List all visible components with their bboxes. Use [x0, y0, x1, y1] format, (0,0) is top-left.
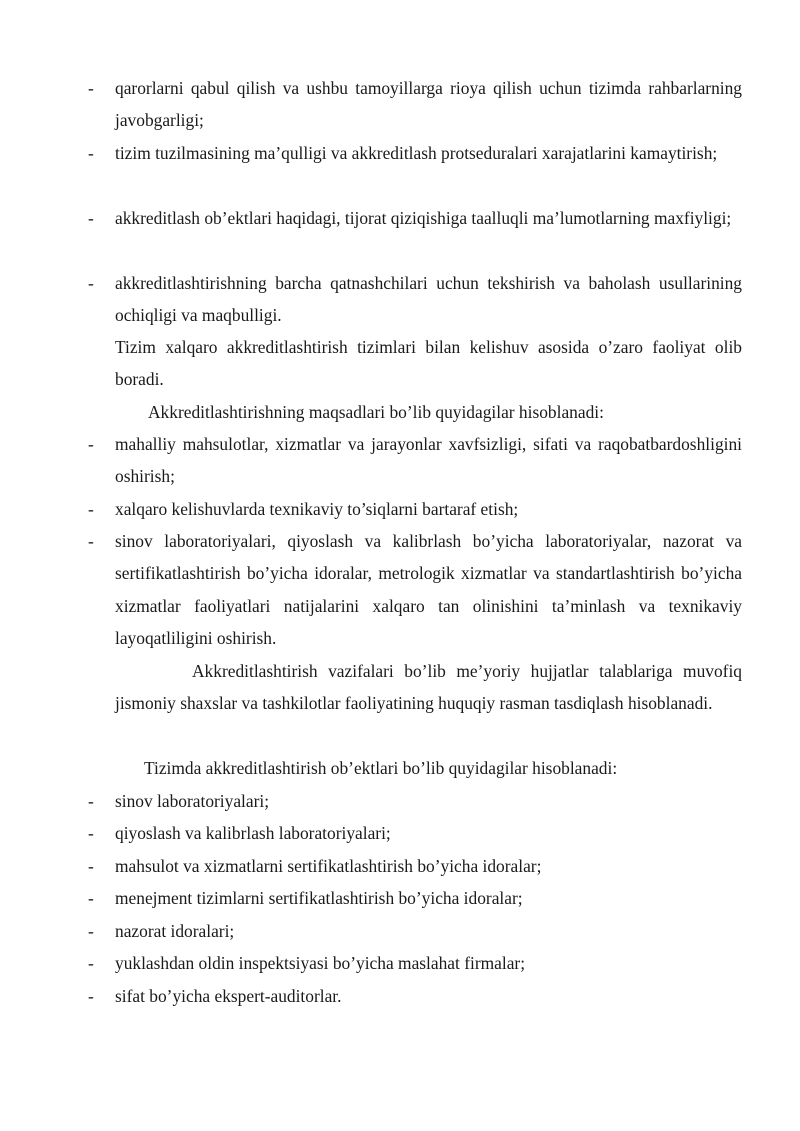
list-dash: -: [88, 499, 94, 519]
list-item-text: sinov laboratoriyalari, qiyoslash va kalibrlash bo’yicha laboratoriyalar, nazorat va sertifikatlashtirish bo’yicha idoralar, metrologik xizmatlar va standartlashtirish bo’yicha xizmatlar faoliyatlari natijalarini xalqaro tan olinishini ta’minlash va texnikaviy layoqatliligini oshirish.: [115, 531, 742, 649]
list-item-text: nazorat idoralari;: [115, 921, 235, 941]
list-dash: -: [88, 78, 94, 98]
list-dash: -: [88, 273, 94, 293]
list-item-text: sinov laboratoriyalari;: [115, 791, 270, 811]
list-item: [88, 202, 742, 234]
list-dash: -: [88, 823, 94, 843]
list-item: [88, 850, 742, 882]
list-dash: -: [88, 531, 94, 551]
list-item-text: tizim tuzilmasining ma’qulligi va akkreditlash protseduralari xarajatlarini kamaytirish;: [115, 143, 718, 163]
paragraph: Tizim xalqaro akkreditlashtirish tizimlari bilan kelishuv asosida o’zaro faoliyat olib boradi.: [115, 337, 742, 390]
list-item-text: xalqaro kelishuvlarda texnikaviy to’siqlarni bartaraf etish;: [115, 499, 519, 519]
section-heading: Tizimda akkreditlashtirish ob’ektlari bo’lib quyidagilar hisoblanadi:: [144, 758, 618, 778]
section-heading: Akkreditlashtirishning maqsadlari bo’lib quyidagilar hisoblanadi:: [148, 402, 604, 422]
paragraph: [115, 655, 742, 720]
list-item-text: akkreditlash ob’ektlari haqidagi, tijorat qiziqishiga taalluqli ma’lumotlarning maxfiyligi;: [115, 208, 732, 228]
list-dash: -: [88, 888, 94, 908]
list-item: [88, 980, 742, 1012]
list-item: [88, 493, 742, 525]
list-dash: -: [88, 208, 94, 228]
list-item-text: akkreditlashtirishning barcha qatnashchilari uchun tekshirish va baholash usullarining ochiqligi va maqbulligi.: [115, 273, 742, 326]
list-dash: -: [88, 434, 94, 454]
list-item: [88, 915, 742, 947]
list-item: [88, 137, 742, 169]
list-item: [88, 525, 742, 655]
list-dash: -: [88, 143, 94, 163]
list-item: [88, 72, 742, 137]
list-item: [88, 817, 742, 849]
list-item-text: mahsulot va xizmatlarni sertifikatlashtirish bo’yicha idoralar;: [115, 856, 542, 876]
list-dash: -: [88, 921, 94, 941]
list-item: [88, 267, 742, 332]
list-item: [88, 882, 742, 914]
list-item-text: qiyoslash va kalibrlash laboratoriyalari;: [115, 823, 391, 843]
list-dash: -: [88, 856, 94, 876]
list-dash: -: [88, 791, 94, 811]
list-item-text: sifat bo’yicha ekspert-auditorlar.: [115, 986, 342, 1006]
list-item-text: qarorlarni qabul qilish va ushbu tamoyillarga rioya qilish uchun tizimda rahbarlarning javobgarligi;: [115, 78, 742, 131]
list-item: [88, 947, 742, 979]
list-item: [88, 428, 742, 493]
paragraph-text: Akkreditlashtirish vazifalari bo’lib me’yoriy hujjatlar talablariga muvofiq jismoniy shaxslar va tashkilotlar faoliyatining huquqiy rasman tasdiqlash hisoblanadi.: [115, 661, 742, 714]
list-item-text: menejment tizimlarni sertifikatlashtirish bo’yicha idoralar;: [115, 888, 523, 908]
list-item: [88, 785, 742, 817]
list-dash: -: [88, 953, 94, 973]
list-item-text: mahalliy mahsulotlar, xizmatlar va jarayonlar xavfsizligi, sifati va raqobatbardoshligini oshirish;: [115, 434, 742, 487]
list-item-text: yuklashdan oldin inspektsiyasi bo’yicha maslahat firmalar;: [115, 953, 526, 973]
list-dash: -: [88, 986, 94, 1006]
